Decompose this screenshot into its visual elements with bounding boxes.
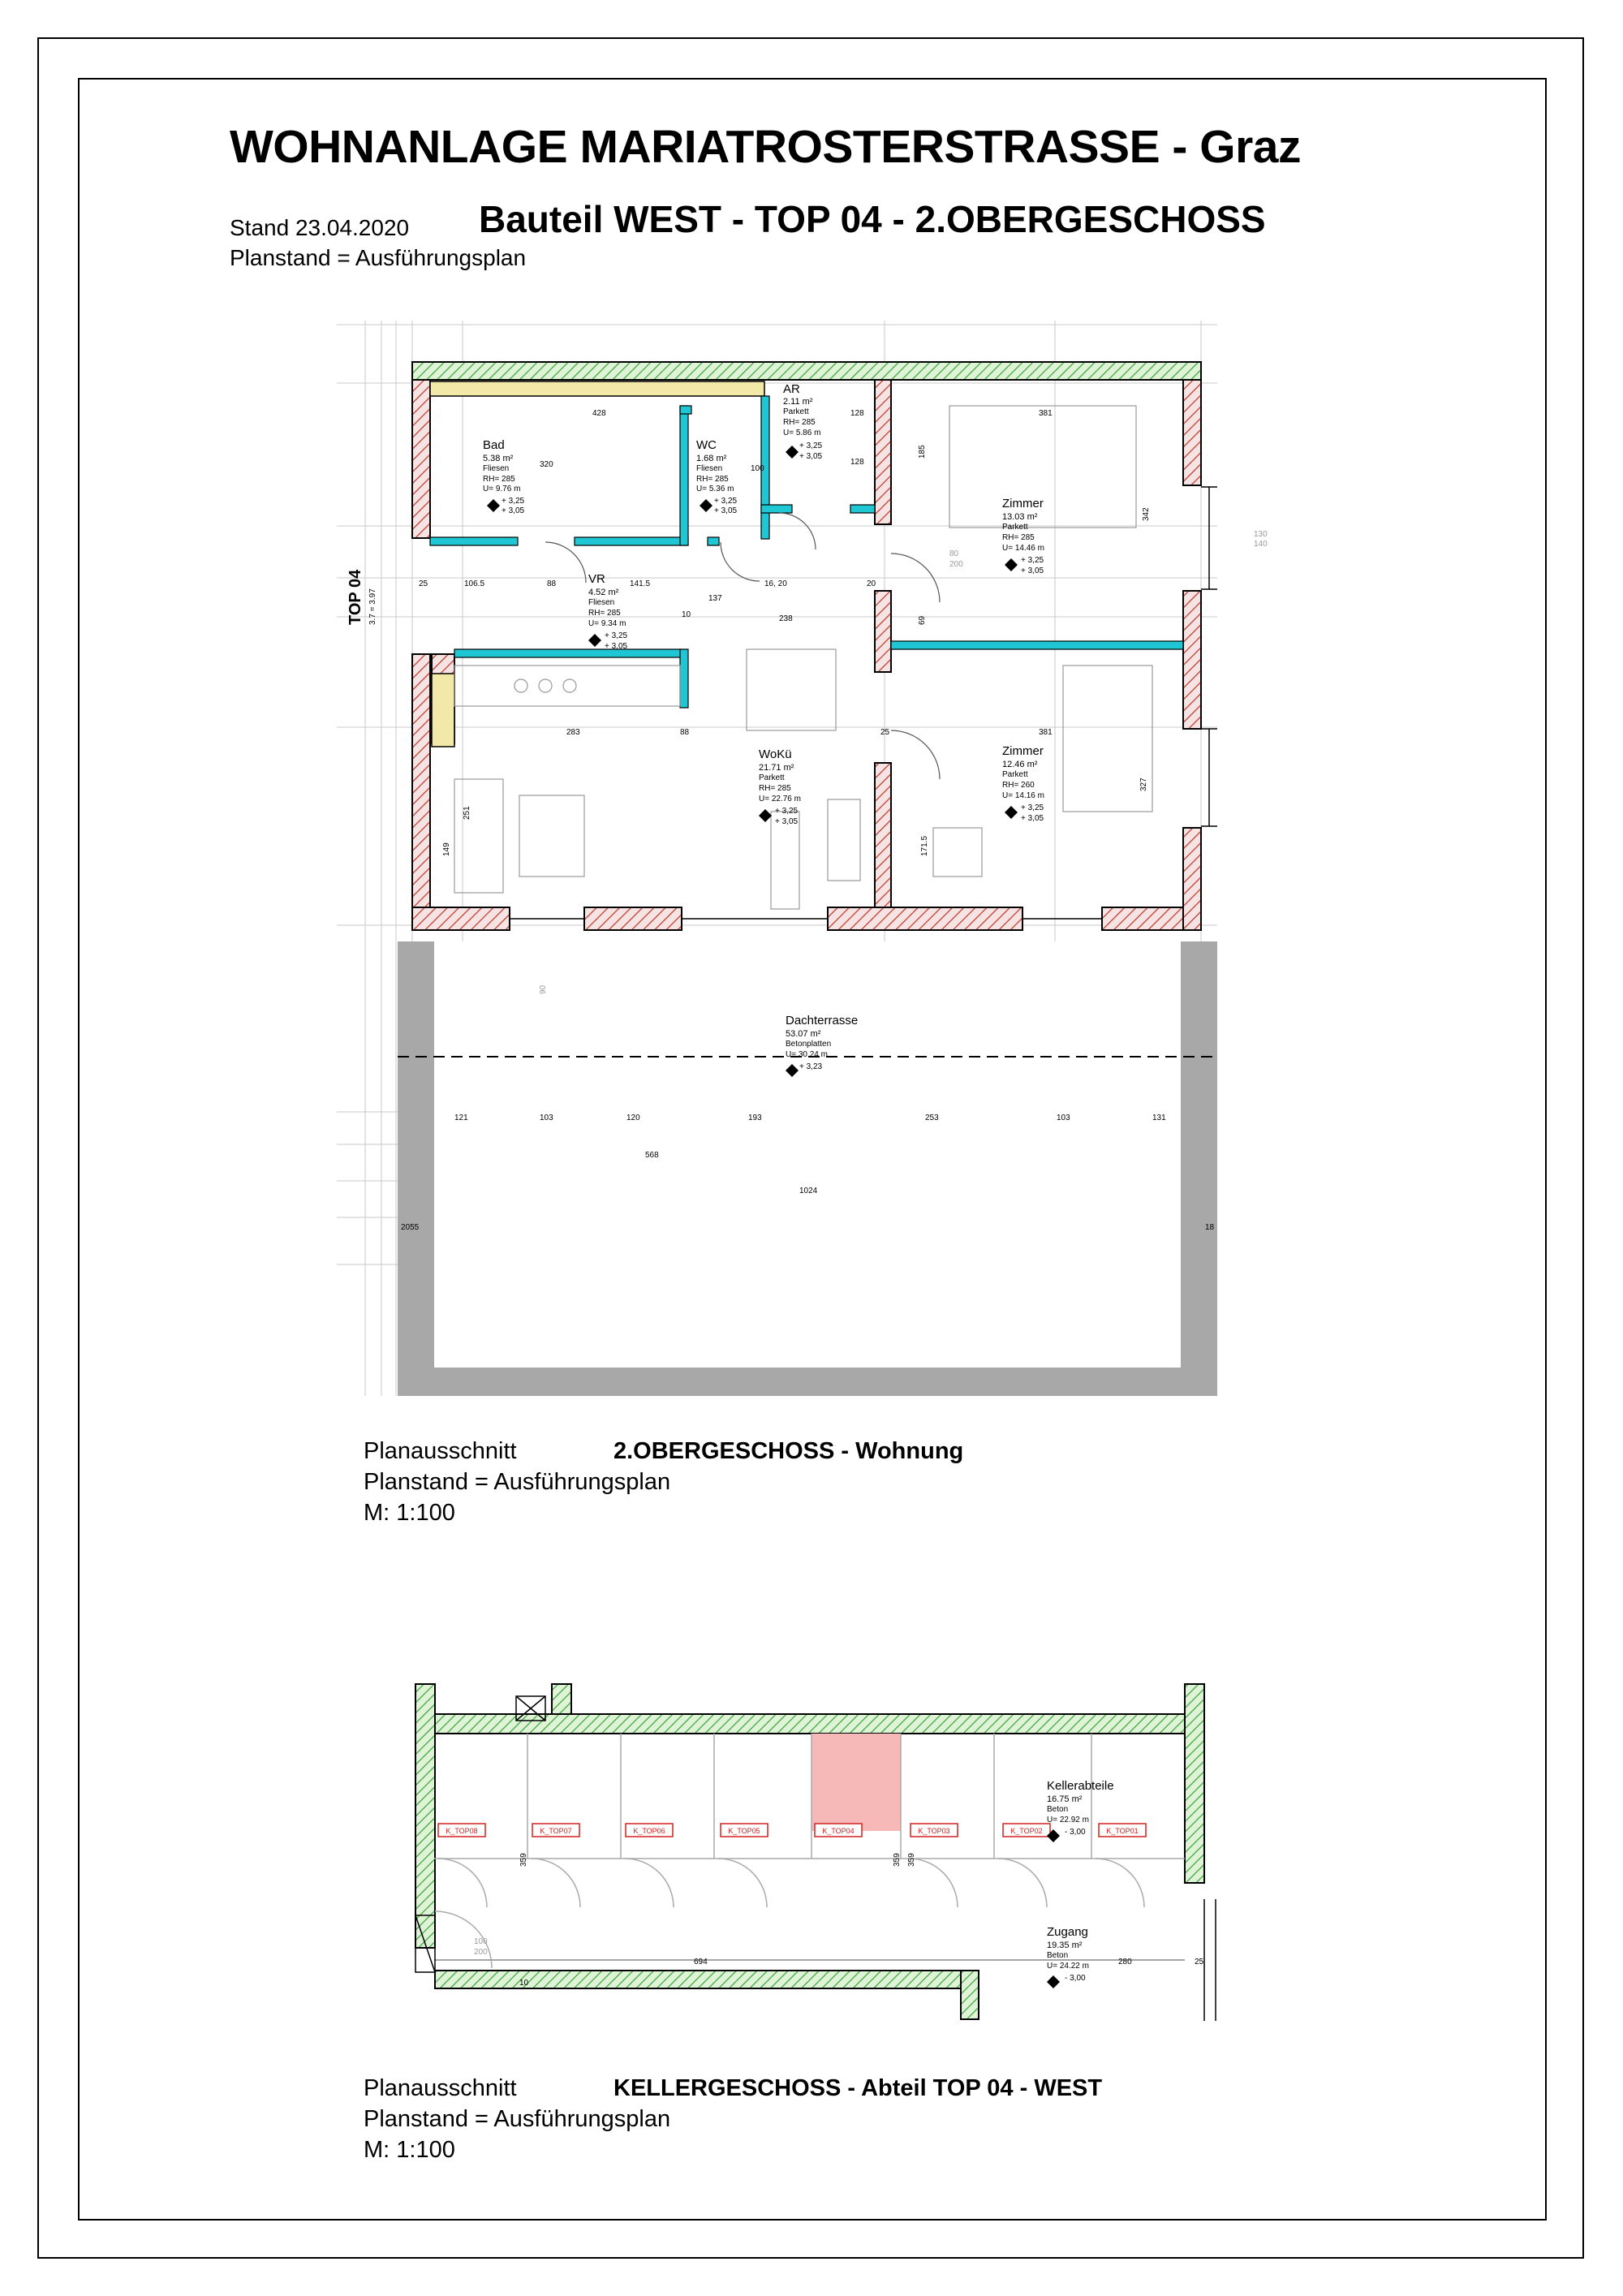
svg-text:694: 694	[694, 1958, 708, 1966]
svg-text:128: 128	[850, 458, 864, 467]
document-title: WOHNANLAGE MARIATROSTERSTRASSE - Graz	[230, 121, 1301, 173]
svg-text:141.5: 141.5	[630, 579, 651, 588]
svg-text:RH= 285: RH= 285	[696, 475, 729, 484]
svg-text:RH= 260: RH= 260	[1002, 781, 1035, 790]
svg-text:327: 327	[1139, 778, 1148, 791]
svg-text:WC: WC	[696, 438, 717, 452]
caption-lower-label: Planausschnitt	[364, 2075, 517, 2101]
svg-text:1024: 1024	[799, 1187, 818, 1195]
svg-text:Fliesen: Fliesen	[483, 464, 510, 473]
caption-lower-scale: M: 1:100	[364, 2137, 455, 2163]
document-subtitle: Bauteil WEST - TOP 04 - 2.OBERGESCHOSS	[479, 198, 1266, 240]
svg-text:U= 22.76 m: U= 22.76 m	[759, 795, 801, 803]
svg-text:+ 3,25: + 3,25	[1021, 556, 1044, 565]
svg-text:137: 137	[708, 594, 722, 603]
svg-text:VR: VR	[588, 572, 605, 586]
svg-text:RH= 285: RH= 285	[1002, 533, 1035, 542]
svg-text:Beton: Beton	[1047, 1951, 1069, 1960]
caption-lower-planstand: Planstand = Ausführungsplan	[364, 2106, 671, 2132]
svg-text:200: 200	[949, 560, 963, 569]
svg-text:- 3,00: - 3,00	[1065, 1974, 1086, 1983]
svg-text:RH= 285: RH= 285	[483, 475, 515, 484]
svg-text:251: 251	[463, 806, 471, 820]
room-label-zugang	[1047, 1925, 1089, 1983]
svg-text:568: 568	[645, 1151, 659, 1160]
svg-text:Beton: Beton	[1047, 1805, 1069, 1814]
svg-text:AR: AR	[783, 382, 800, 396]
svg-text:103: 103	[540, 1114, 553, 1122]
caption-upper-scale: M: 1:100	[364, 1500, 455, 1526]
svg-text:+ 3,05: + 3,05	[799, 452, 823, 461]
svg-text:U= 30.24 m: U= 30.24 m	[786, 1050, 828, 1059]
svg-text:25: 25	[1195, 1958, 1204, 1966]
svg-text:U= 14.46 m: U= 14.46 m	[1002, 544, 1044, 553]
svg-text:+ 3,25: + 3,25	[502, 497, 525, 506]
svg-text:13.03 m²: 13.03 m²	[1002, 512, 1038, 522]
svg-text:Bad: Bad	[483, 438, 505, 452]
svg-text:U= 9.34 m: U= 9.34 m	[588, 619, 626, 628]
svg-text:69: 69	[918, 615, 927, 625]
svg-text:RH= 285: RH= 285	[588, 609, 621, 618]
svg-text:Parkett: Parkett	[1002, 770, 1028, 779]
svg-text:2.11 m²: 2.11 m²	[783, 397, 813, 407]
svg-text:381: 381	[1039, 728, 1053, 737]
svg-text:Fliesen: Fliesen	[696, 464, 723, 473]
compartment-tag: K_TOP07	[540, 1827, 572, 1835]
svg-text:25: 25	[419, 579, 428, 588]
svg-text:Parkett: Parkett	[759, 773, 785, 782]
svg-text:193: 193	[748, 1114, 762, 1122]
svg-text:12.46 m²: 12.46 m²	[1002, 760, 1038, 769]
svg-text:RH= 285: RH= 285	[783, 418, 816, 427]
svg-text:320: 320	[540, 460, 553, 469]
svg-text:253: 253	[925, 1114, 939, 1122]
svg-text:U= 5.36 m: U= 5.36 m	[696, 485, 734, 493]
svg-text:120: 120	[626, 1114, 640, 1122]
highlighted-compartment-top04	[812, 1734, 901, 1831]
svg-text:90: 90	[539, 984, 548, 994]
svg-text:100: 100	[474, 1937, 488, 1946]
svg-text:171.5: 171.5	[920, 835, 929, 856]
basement-dimension-labels	[474, 1853, 1204, 1988]
svg-text:Parkett: Parkett	[783, 407, 809, 416]
svg-text:5.38 m²: 5.38 m²	[483, 454, 514, 463]
svg-text:+ 3,25: + 3,25	[714, 497, 738, 506]
compartment-tag: K_TOP05	[728, 1827, 760, 1835]
svg-text:+ 3,25: + 3,25	[1021, 803, 1044, 812]
svg-text:130: 130	[1254, 530, 1268, 539]
svg-text:- 3,00: - 3,00	[1065, 1828, 1086, 1837]
svg-text:20: 20	[867, 579, 876, 588]
svg-text:140: 140	[1254, 540, 1268, 549]
svg-text:128: 128	[850, 409, 864, 418]
svg-text:WoKü: WoKü	[759, 747, 792, 761]
svg-text:+ 3,05: + 3,05	[605, 642, 628, 651]
svg-text:18: 18	[1205, 1223, 1215, 1232]
svg-text:+ 3,05: + 3,05	[714, 506, 738, 515]
svg-text:149: 149	[442, 842, 451, 856]
svg-text:53.07 m²: 53.07 m²	[786, 1029, 821, 1039]
svg-text:Zimmer: Zimmer	[1002, 497, 1044, 510]
svg-text:Betonplatten: Betonplatten	[786, 1040, 832, 1049]
svg-text:19.35 m²: 19.35 m²	[1047, 1941, 1083, 1950]
svg-text:103: 103	[1057, 1114, 1070, 1122]
svg-text:U= 5.86 m: U= 5.86 m	[783, 429, 821, 437]
top-sublabel: 3.7 = 3.97	[368, 588, 377, 625]
svg-text:100: 100	[751, 464, 764, 473]
svg-text:Zugang: Zugang	[1047, 1925, 1088, 1939]
svg-text:359: 359	[519, 1853, 528, 1867]
svg-text:121: 121	[454, 1114, 468, 1122]
svg-text:16, 20: 16, 20	[764, 579, 787, 588]
svg-text:Fliesen: Fliesen	[588, 598, 615, 607]
svg-text:U= 14.16 m: U= 14.16 m	[1002, 791, 1044, 800]
svg-text:88: 88	[547, 579, 557, 588]
svg-text:10: 10	[519, 1979, 529, 1988]
svg-text:342: 342	[1142, 507, 1151, 521]
svg-text:+ 3,05: + 3,05	[502, 506, 525, 515]
svg-text:238: 238	[779, 614, 793, 623]
svg-text:+ 3,05: + 3,05	[1021, 814, 1044, 823]
svg-text:U= 24.22 m: U= 24.22 m	[1047, 1962, 1089, 1971]
svg-text:428: 428	[592, 409, 606, 418]
caption-upper-label: Planausschnitt	[364, 1438, 517, 1464]
svg-text:88: 88	[680, 728, 690, 737]
svg-text:16.75 m²: 16.75 m²	[1047, 1794, 1083, 1804]
svg-text:359: 359	[893, 1853, 902, 1867]
svg-text:U= 9.76 m: U= 9.76 m	[483, 485, 521, 493]
stand-date: Stand 23.04.2020	[230, 215, 410, 240]
svg-text:200: 200	[474, 1948, 488, 1957]
svg-text:2055: 2055	[401, 1223, 420, 1232]
svg-text:+ 3,25: + 3,25	[799, 442, 823, 450]
svg-text:4.52 m²: 4.52 m²	[588, 588, 619, 597]
upper-floor-plan	[337, 321, 1268, 1396]
svg-text:+ 3,23: + 3,23	[799, 1062, 823, 1071]
svg-text:21.71 m²: 21.71 m²	[759, 763, 794, 773]
svg-text:+ 3,25: + 3,25	[775, 807, 799, 816]
svg-text:80: 80	[949, 549, 959, 558]
svg-text:Kellerabteile: Kellerabteile	[1047, 1779, 1114, 1793]
svg-text:U= 22.92 m: U= 22.92 m	[1047, 1816, 1089, 1824]
svg-text:Parkett: Parkett	[1002, 523, 1028, 532]
caption-upper-planstand: Planstand = Ausführungsplan	[364, 1469, 671, 1495]
svg-text:280: 280	[1118, 1958, 1132, 1966]
compartment-tag: K_TOP08	[446, 1827, 478, 1835]
svg-text:25: 25	[880, 728, 890, 737]
svg-text:10: 10	[682, 610, 691, 619]
top-label: TOP 04	[347, 569, 364, 625]
compartment-tag: K_TOP01	[1106, 1827, 1139, 1835]
compartment-tag: K_TOP04	[822, 1827, 855, 1835]
svg-text:Zimmer: Zimmer	[1002, 744, 1044, 758]
svg-text:381: 381	[1039, 409, 1053, 418]
svg-text:+ 3,05: + 3,05	[775, 817, 799, 826]
svg-text:283: 283	[566, 728, 580, 737]
planstand-header: Planstand = Ausführungsplan	[230, 245, 527, 270]
compartment-tag: K_TOP06	[633, 1827, 665, 1835]
svg-text:RH= 285: RH= 285	[759, 784, 791, 793]
compartment-tag: K_TOP03	[918, 1827, 950, 1835]
basement-plan	[415, 1684, 1216, 2021]
svg-text:359: 359	[907, 1853, 916, 1867]
caption-upper-title: 2.OBERGESCHOSS - Wohnung	[613, 1438, 964, 1464]
svg-text:Dachterrasse: Dachterrasse	[786, 1014, 859, 1027]
svg-text:106.5: 106.5	[464, 579, 485, 588]
svg-text:131: 131	[1152, 1114, 1166, 1122]
compartment-tag: K_TOP02	[1010, 1827, 1043, 1835]
svg-text:+ 3,05: + 3,05	[1021, 566, 1044, 575]
svg-text:185: 185	[918, 445, 927, 459]
caption-lower-title: KELLERGESCHOSS - Abteil TOP 04 - WEST	[613, 2075, 1103, 2101]
svg-text:+ 3,25: + 3,25	[605, 631, 628, 640]
compartment-tags	[438, 1824, 1146, 1837]
svg-text:1.68 m²: 1.68 m²	[696, 454, 727, 463]
